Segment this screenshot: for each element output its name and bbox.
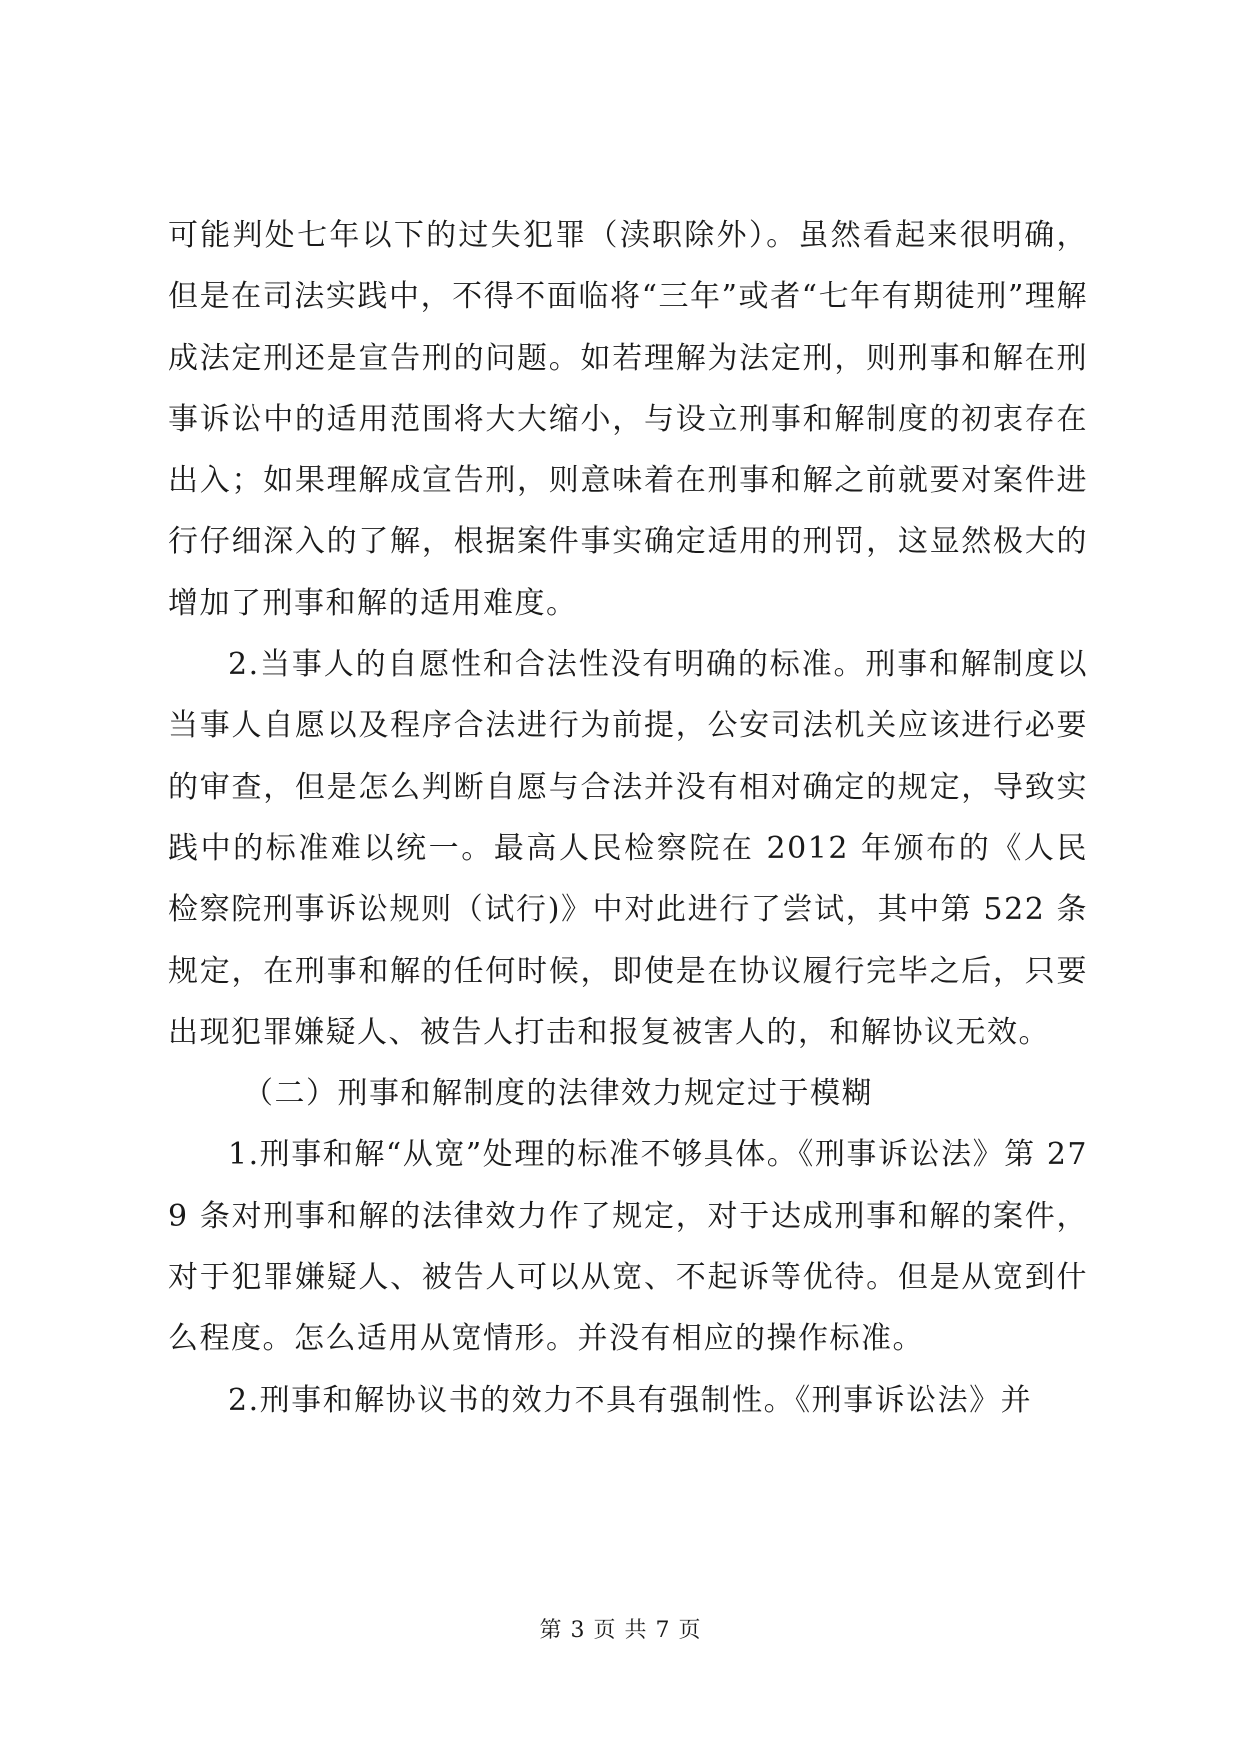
paragraph-continuation: 可能判处七年以下的过失犯罪（渎职除外）。虽然看起来很明确，但是在司法实践中，不得不面临将“三年”或者“七年有期徒刑”理解成法定刑还是宣告刑的问题。如若理解为法定刑，则刑事和解在刑事诉讼中的适用范围将大大缩小，与设立刑事和解制度的初衷存在出入；如果理解成宣告刑，则意味着在刑事和解之前就要对案件进行仔细深入的了解，根据案件事实确定适用的刑罚，这显然极大的增加了刑事和解的适用难度。: [168, 218, 1088, 621]
page-number-footer: 第 3 页 共 7 页: [539, 1618, 702, 1643]
paragraph-agreement-effect: 2.刑事和解协议书的效力不具有强制性。《刑事诉讼法》并: [228, 1382, 1033, 1418]
body-text: [168, 205, 1088, 1431]
paragraph-leniency: 1.刑事和解“从宽”处理的标准不够具体。《刑事诉讼法》第 279 条对刑事和解的法律效力作了规定，对于达成刑事和解的案件，对于犯罪嫌疑人、被告人可以从宽、不起诉等优待。但是从宽到什么程度。怎么适用从宽情形。并没有相应的操作标准。: [168, 1137, 1088, 1357]
section-heading: （二）刑事和解制度的法律效力规定过于模糊: [243, 1076, 873, 1112]
paragraph-voluntariness: 2.当事人的自愿性和合法性没有明确的标准。刑事和解制度以当事人自愿以及程序合法进行为前提，公安司法机关应该进行必要的审查，但是怎么判断自愿与合法并没有相对确定的规定，导致实践中的标准难以统一。最高人民检察院在 2012 年颁布的《人民检察院刑事诉讼规则（试行)》中对此进行了尝试，其中第 522 条规定，在刑事和解的任何时候，即使是在协议履行完毕之后，只要出现犯罪嫌疑人、被告人打击和报复被害人的，和解协议无效。: [168, 647, 1088, 1050]
